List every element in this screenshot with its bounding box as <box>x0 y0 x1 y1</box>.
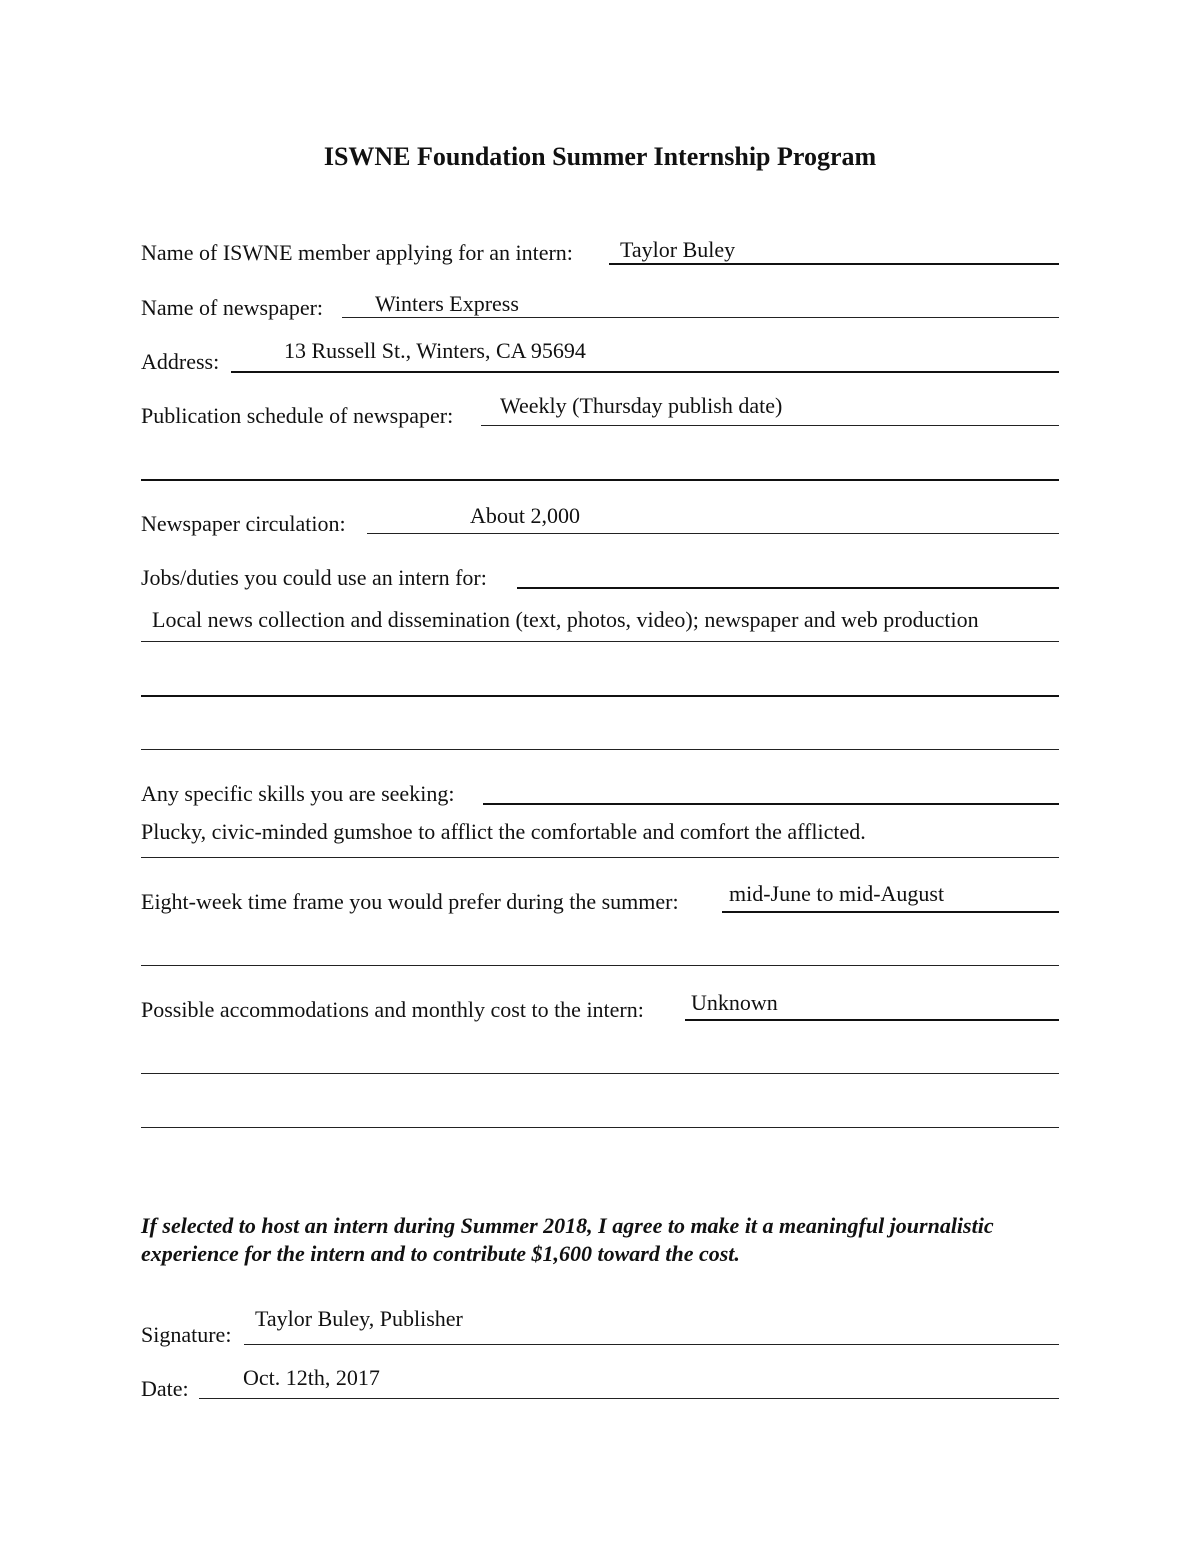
timeframe-line <box>722 911 1059 913</box>
accommodations-line-3 <box>141 1127 1059 1128</box>
schedule-label: Publication schedule of newspaper: <box>141 403 454 428</box>
timeframe-line-2 <box>141 965 1059 966</box>
skills-value[interactable]: Plucky, civic-minded gumshoe to afflict the comfortable and comfort the afflicted. <box>141 819 866 844</box>
skills-label: Any specific skills you are seeking: <box>141 781 455 806</box>
newspaper-name-line <box>342 317 1059 318</box>
signature-line <box>244 1344 1059 1345</box>
timeframe-value[interactable]: mid-June to mid-August <box>729 881 945 906</box>
accommodations-line-2 <box>141 1073 1059 1074</box>
form-title: ISWNE Foundation Summer Internship Program <box>323 142 877 171</box>
agreement-statement: If selected to host an intern during Summer 2018, I agree to make it a meaningful journalistic experience for the intern and to contribute $1,600 toward the cost. <box>141 1213 994 1266</box>
schedule-value[interactable]: Weekly (Thursday publish date) <box>500 393 783 418</box>
address-line <box>231 371 1059 373</box>
member-name-line <box>609 263 1059 265</box>
accommodations-line <box>685 1019 1059 1021</box>
schedule-line <box>481 425 1059 426</box>
address-value[interactable]: 13 Russell St., Winters, CA 95694 <box>284 338 586 363</box>
member-name-value[interactable]: Taylor Buley <box>620 237 736 262</box>
skills-line <box>483 803 1059 805</box>
circulation-label: Newspaper circulation: <box>141 511 346 536</box>
accommodations-label: Possible accommodations and monthly cost to the intern: <box>141 997 644 1022</box>
duties-line-2 <box>141 641 1059 642</box>
duties-label: Jobs/duties you could use an intern for: <box>141 565 487 590</box>
circulation-value[interactable]: About 2,000 <box>470 503 580 528</box>
signature-value[interactable]: Taylor Buley, Publisher <box>255 1306 463 1331</box>
newspaper-name-label: Name of newspaper: <box>141 295 324 320</box>
duties-line-4 <box>141 749 1059 750</box>
circulation-line <box>367 533 1059 534</box>
date-line <box>199 1398 1059 1399</box>
timeframe-label: Eight-week time frame you would prefer during the summer: <box>141 889 679 914</box>
address-label: Address: <box>141 349 220 374</box>
schedule-extra-line <box>141 479 1059 481</box>
member-name-label: Name of ISWNE member applying for an intern: <box>141 240 573 265</box>
duties-line <box>517 587 1059 589</box>
duties-value[interactable]: Local news collection and dissemination (text, photos, video); newspaper and web production <box>152 607 979 632</box>
signature-label: Signature: <box>141 1322 232 1347</box>
date-value[interactable]: Oct. 12th, 2017 <box>243 1365 380 1390</box>
newspaper-name-value[interactable]: Winters Express <box>375 291 519 316</box>
date-label: Date: <box>141 1376 189 1401</box>
accommodations-value[interactable]: Unknown <box>691 990 778 1015</box>
duties-line-3 <box>141 695 1059 697</box>
skills-line-2 <box>141 857 1059 858</box>
